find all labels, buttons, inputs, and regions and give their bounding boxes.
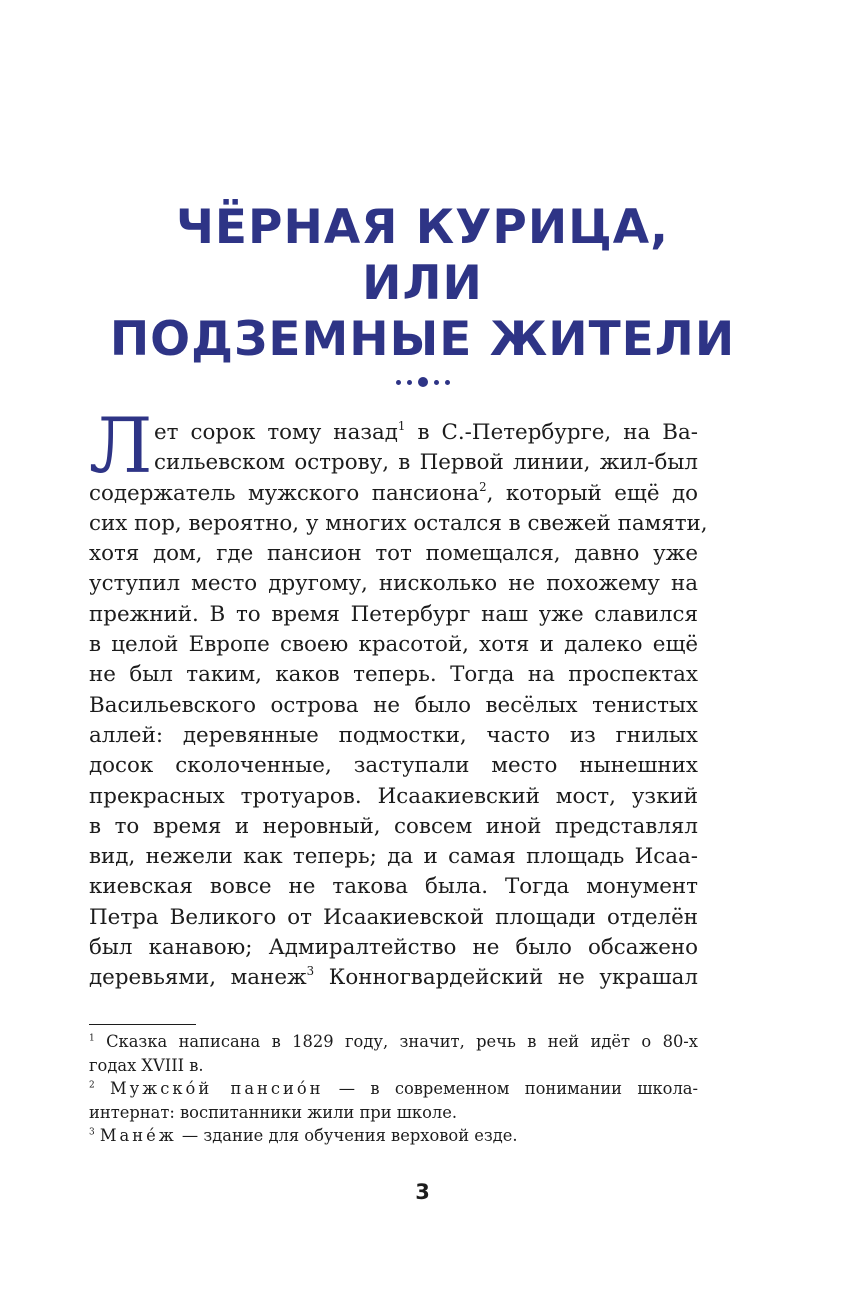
text-line: был канавою; Адмиралтейство не было обсажено <box>89 935 698 961</box>
text-line: Васильевского острова не было весёлых тенистых <box>89 692 698 718</box>
text-line: не был таким, каков теперь. Тогда на проспектах <box>89 662 698 688</box>
text-line: ет сорок тому назад$^1$ в С.-Петербурге, на Ва- <box>154 419 698 445</box>
footnote-mark-3: 3 <box>89 1127 95 1138</box>
footnote-ref-2[interactable]: 2 <box>479 479 487 494</box>
separator-dots-ornament <box>0 377 845 387</box>
footnote-mark-2: 2 <box>89 1080 95 1091</box>
footnote-1: $^1$ Сказка написана в 1829 году, значит, речь в ней идёт о 80-х <box>89 1032 698 1051</box>
text-line: прежний. В то время Петербург наш уже славился <box>89 601 698 627</box>
ornament-dot <box>434 380 439 385</box>
text-line: киевская вовсе не такова была. Тогда монумент <box>89 874 698 900</box>
text-line: сильевском острову, в Первой линии, жил-был <box>154 450 698 476</box>
chapter-title <box>60 200 785 368</box>
text-line: в целой Европе своею красотой, хотя и далеко ещё <box>89 632 698 658</box>
footnote-ref-1[interactable]: 1 <box>397 419 406 434</box>
text-line: прекрасных тротуаров. Исаакиевский мост, узкий <box>89 783 698 809</box>
main-text <box>89 418 708 994</box>
text-line: Петра Великого от Исаакиевской площади отделён <box>89 904 698 930</box>
footnote-divider <box>89 1024 196 1025</box>
title-line-2: ИЛИ <box>362 256 483 311</box>
text-line: хотя дом, где пансион тот помещался, давно уже <box>89 541 698 567</box>
ornament-dot <box>407 380 412 385</box>
text-line: аллей: деревянные подмостки, часто из гнилых <box>89 722 698 748</box>
footnote-3: $^3$ Мане́ж — здание для обучения верховой езде. <box>89 1126 518 1146</box>
footnote-1-continued: годах XVIII в. <box>89 1055 204 1075</box>
text-line: в то время и неровный, совсем иной представлял <box>89 813 698 839</box>
footnote-2: $^2$ Мужско́й пансио́н — в современном понимании школа- <box>89 1079 698 1099</box>
drop-cap: Л <box>89 401 153 490</box>
text-line: содержатель мужского пансиона$^2$, который ещё до <box>89 479 698 506</box>
footnote-term: Мужско́й пансио́н <box>110 1079 324 1099</box>
text-line: вид, нежели как теперь; да и самая площадь Исаа- <box>89 844 698 870</box>
ornament-dot-center <box>418 377 428 387</box>
footnote-term: Мане́ж <box>99 1126 177 1146</box>
title-line-1: ЧЁРНАЯ КУРИЦА, <box>175 200 670 255</box>
ornament-dot <box>396 380 401 385</box>
footnote-2-continued: интернат: воспитанники жили при школе. <box>89 1102 458 1122</box>
text-line: деревьями, манеж$^3$ Конногвардейский не украшал <box>89 964 698 991</box>
footnote-mark-1: 1 <box>89 1033 95 1044</box>
footnotes <box>89 1030 698 1148</box>
footnote-ref-3[interactable]: 3 <box>306 964 315 979</box>
page-number: 3 <box>415 1180 430 1204</box>
text-line: сих пор, вероятно, у многих остался в свежей памяти, <box>89 510 708 536</box>
title-line-3: ПОДЗЕМНЫЕ ЖИТЕЛИ <box>109 312 736 367</box>
ornament-dot <box>445 380 450 385</box>
text-line: досок сколоченные, заступали место нынешних <box>89 753 698 779</box>
text-line: уступил место другому, нисколько не похожему на <box>89 571 698 597</box>
